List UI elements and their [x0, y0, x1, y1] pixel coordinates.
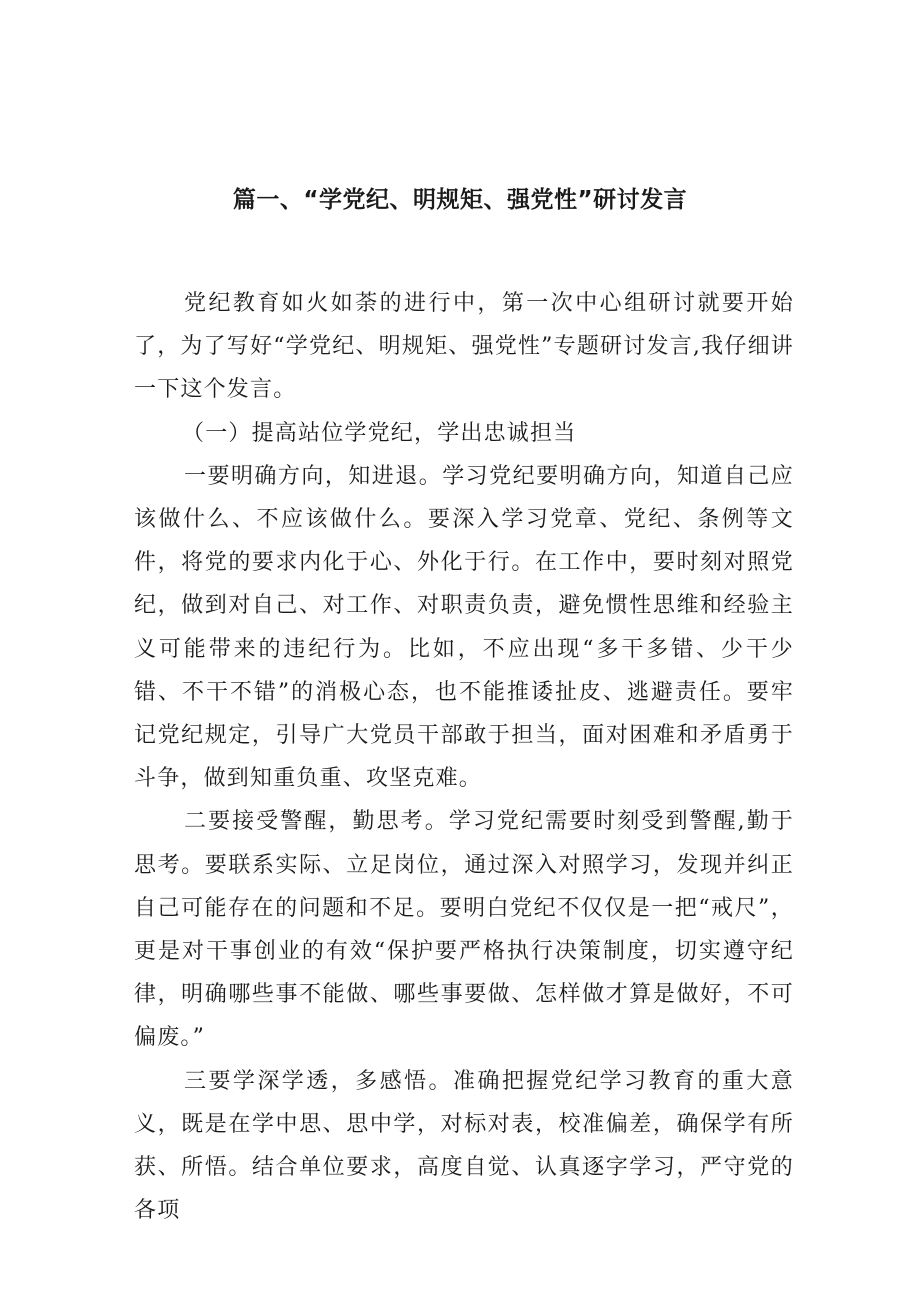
- body-paragraph-2: 二要接受警醒，勤思考。学习党纪需要时刻受到警醒,勤于思考。要联系实际、立足岗位，通过深入对照学习，发现并纠正自己可能存在的问题和不足。要明白党纪不仅仅是一把“戒尺”，更是对干事创业的有效“保护要严格执行决策制度，切实遵守纪律，明确哪些事不能做、哪些事要做、怎样做才算是做好，不可偏废。”: [134, 809, 794, 1051]
- body-paragraph-1: 一要明确方向，知进退。学习党纪要明确方向，知道自己应该做什么、不应该做什么。要深入学习党章、党纪、条例等文件，将党的要求内化于心、外化于行。在工作中，要时刻对照党纪，做到对自己、对工作、对职责负责，避免惯性思维和经验主义可能带来的违纪行为。比如，不应出现“多干多错、少干少错、不干不错”的消极心态，也不能推诿扯皮、逃避责任。要牢记党纪规定，引导广大党员干部敢于担当，面对困难和矛盾勇于斗争，做到知重负重、攻坚克难。: [134, 463, 794, 792]
- body-paragraph-3: 三要学深学透，多感悟。准确把握党纪学习教育的重大意义，既是在学中思、思中学，对标对表，校准偏差，确保学有所获、所悟。结合单位要求，高度自觉、认真逐字学习，严守党的各项: [134, 1068, 794, 1224]
- section-heading: （一）提高站位学党纪，学出忠诚担当: [182, 420, 577, 446]
- intro-paragraph: 党纪教育如火如荼的进行中，第一次中心组研讨就要开始了，为了写好“学党纪、明规矩、强党性”专题研讨发言,我仔细讲一下这个发言。: [134, 291, 794, 403]
- document-body: [134, 282, 794, 1232]
- document-title: 篇一、“学党纪、明规矩、强党性”研讨发言: [232, 187, 688, 213]
